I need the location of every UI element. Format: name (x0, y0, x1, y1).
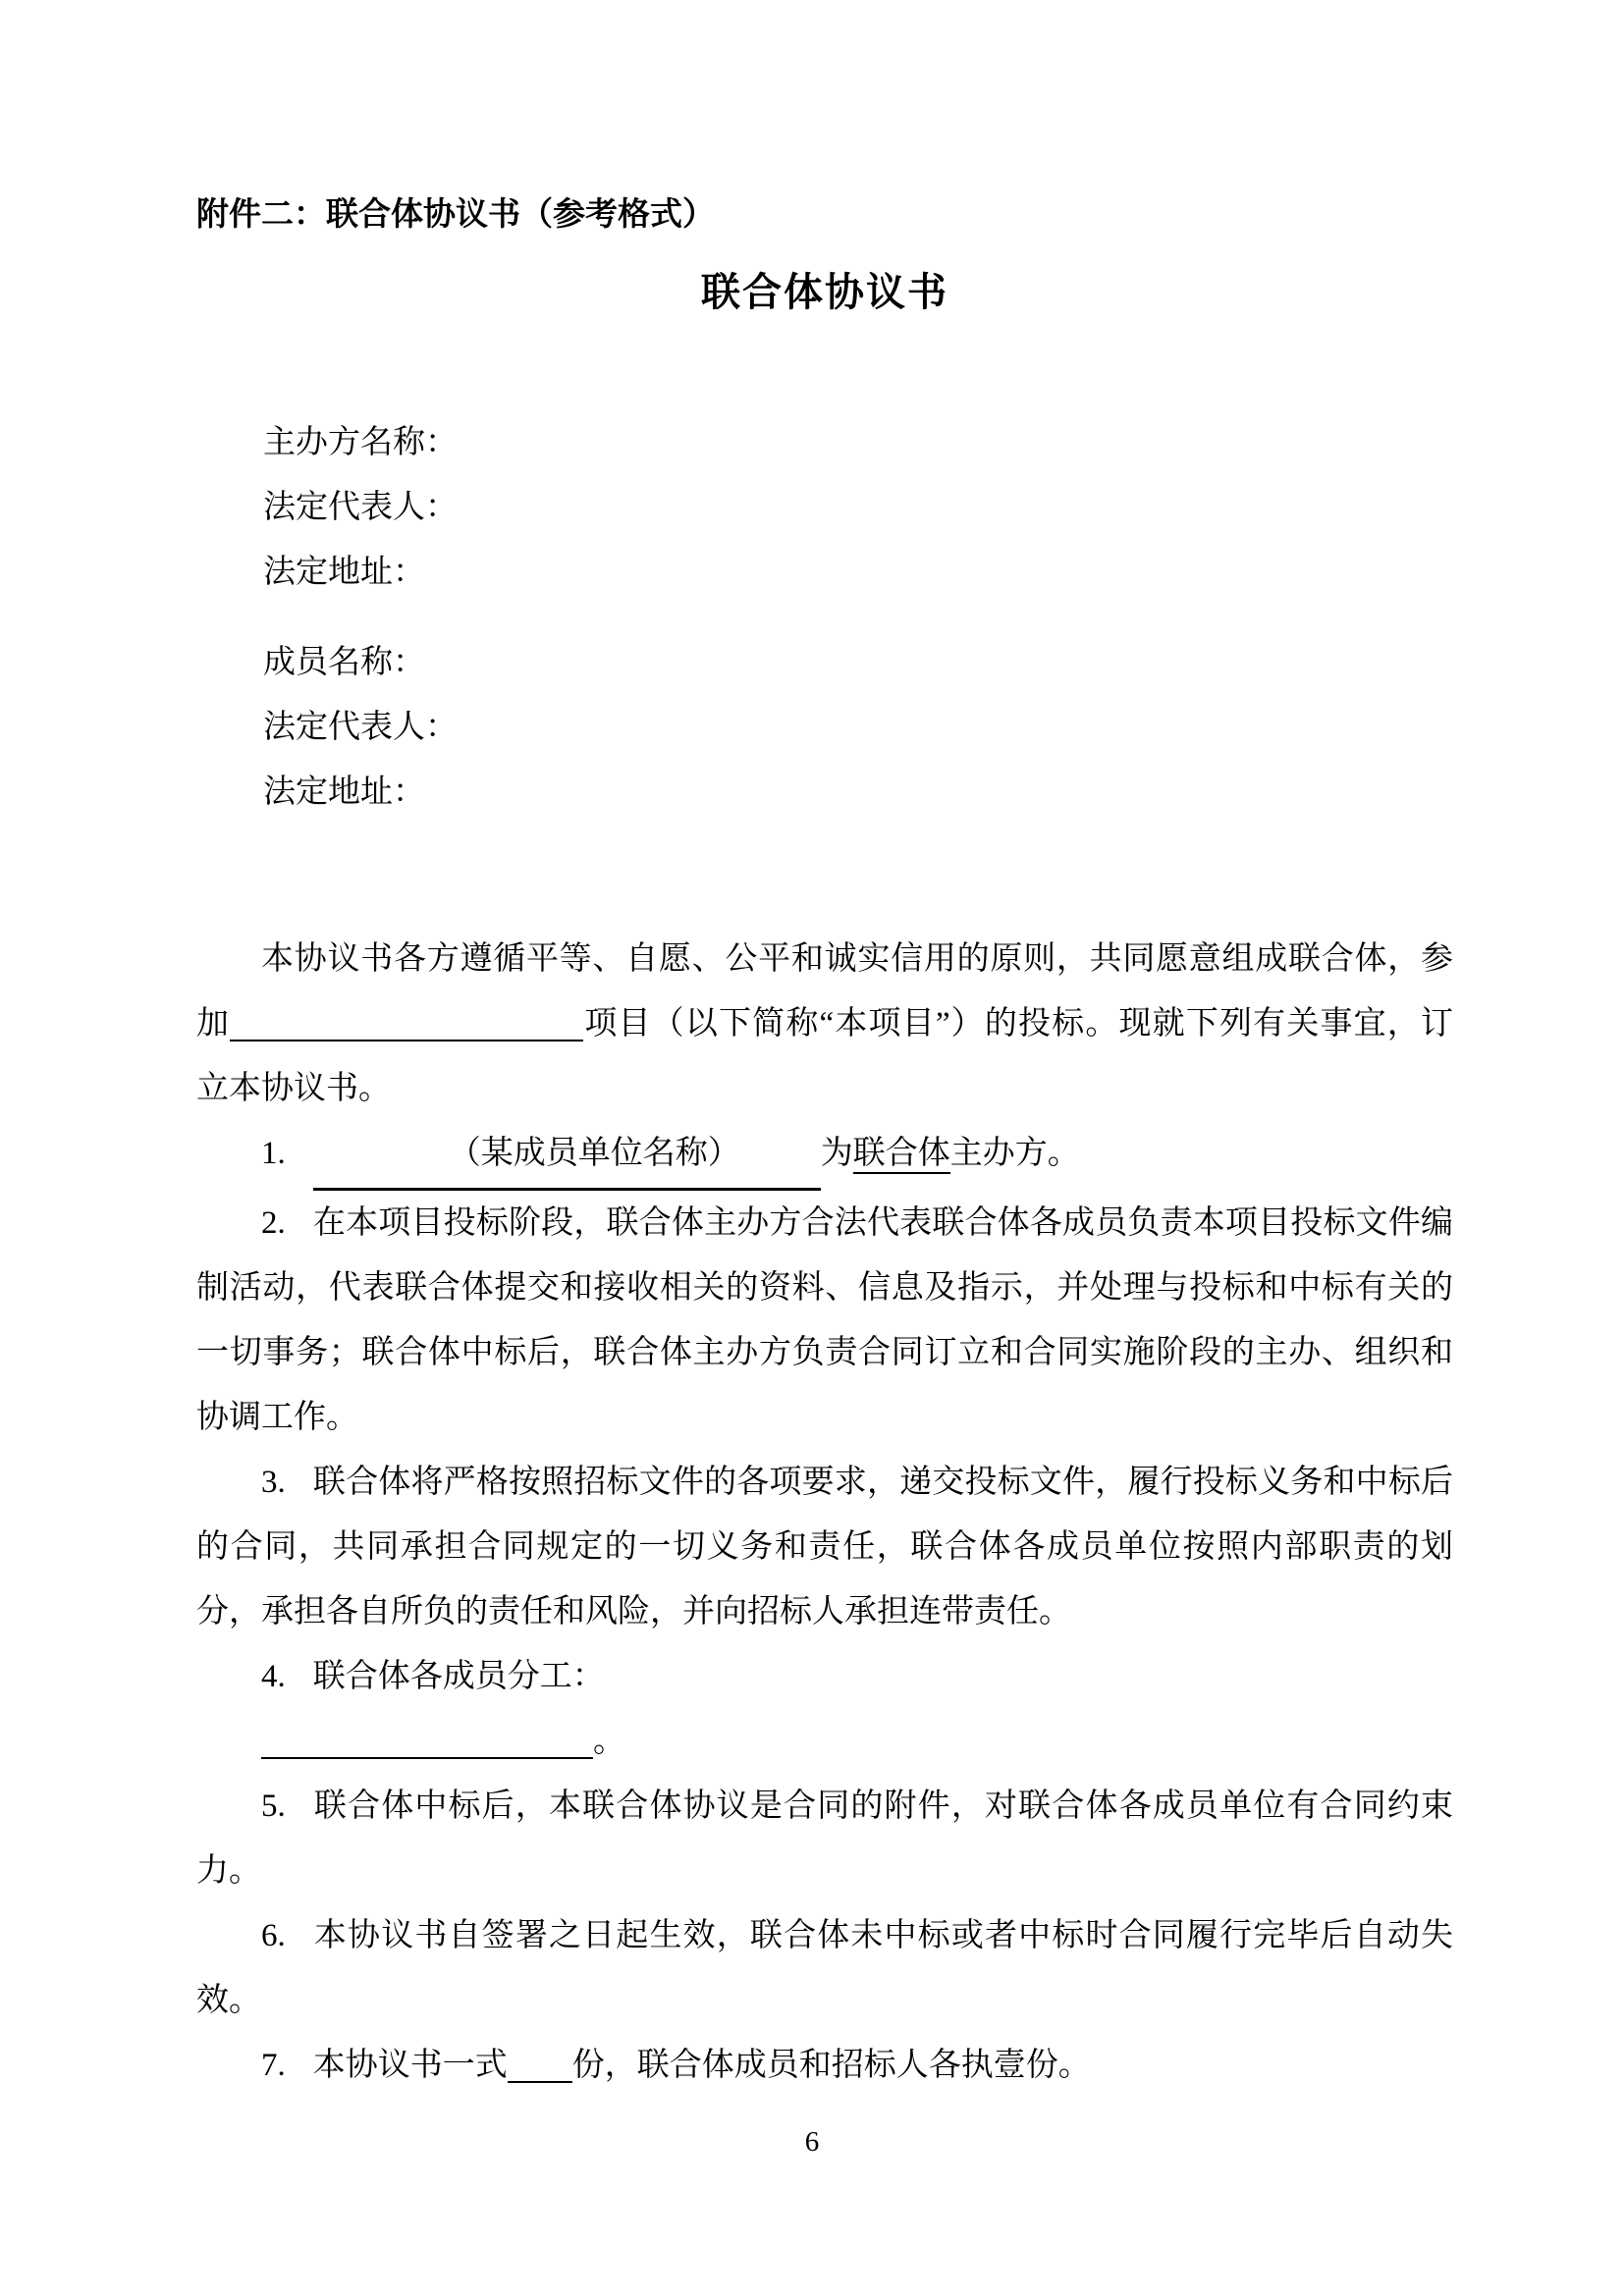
clause-2 (196, 1191, 1453, 1450)
clause-7-number: 7. (261, 2048, 286, 2083)
division-blank (261, 1757, 593, 1759)
clause-3-text: 联合体将严格按照招标文件的各项要求，递交投标文件，履行投标义务和中标后的合同，共同承担合同规定的一切义务和责任，联合体各成员单位按照内部职责的划分，承担各自所负的责任和风险，并向招标人承担连带责任。 (196, 1465, 1453, 1629)
clause-7-text-after-blank: 份，联合体成员和招标人各执壹份。 (571, 2048, 1091, 2083)
project-name-blank (230, 1040, 583, 1041)
document-content (196, 0, 1453, 2098)
clause-7-text-before-blank: 本协议书一式 (312, 2048, 508, 2083)
intro-paragraph (196, 927, 1453, 1121)
copies-count-blank (508, 2081, 572, 2083)
clause-2-number: 2. (261, 1205, 286, 1241)
clause-1-mid-text: 为 (820, 1136, 853, 1171)
host-party-fields (263, 410, 1453, 605)
member-name-label: 成员名称： (263, 645, 425, 680)
clause-4-number: 4. (261, 1659, 286, 1694)
clause-6 (196, 1903, 1453, 2033)
clause-3 (196, 1450, 1453, 1644)
division-blank-suffix: 。 (593, 1724, 625, 1759)
clause-5 (196, 1774, 1453, 1903)
member-legal-address-label: 法定地址： (263, 774, 425, 810)
page-title: 联合体协议书 (701, 270, 948, 314)
host-legal-representative-label: 法定代表人： (263, 490, 458, 525)
page-number: 6 (804, 2126, 820, 2158)
clause-1-number: 1. (261, 1136, 286, 1171)
member-legal-representative-label: 法定代表人： (263, 710, 458, 745)
clause-4 (196, 1644, 1453, 1709)
division-blank-line (196, 1709, 1453, 1774)
lead-member-blank-label: （某成员单位名称） (448, 1136, 740, 1171)
member-party-fields (263, 630, 1453, 825)
lead-member-name-blank (313, 1121, 821, 1191)
clause-4-text: 联合体各成员分工： (312, 1659, 605, 1694)
clause-6-text: 本协议书自签署之日起生效，联合体未中标或者中标时合同履行完毕后自动失效。 (196, 1918, 1453, 2018)
intro-text-before-blank: 本协议书各方遵循平等、自愿、公平和诚实信用的原则，共同愿意组成联合体，参加 (196, 941, 1453, 1041)
intro-text-after-blank: 项目（以下简称“本项目”）的投标。现就下列有关事宜，订立本协议书。 (196, 1006, 1454, 1106)
clause-6-number: 6. (261, 1918, 286, 1953)
clause-1 (196, 1121, 1453, 1191)
clause-1-underlined-text: 联合体 (853, 1136, 950, 1174)
clause-5-number: 5. (261, 1789, 286, 1824)
clause-7 (196, 2033, 1453, 2098)
attachment-heading: 附件二：联合体协议书（参考格式） (196, 197, 715, 233)
host-name-label: 主办方名称： (263, 425, 458, 460)
agreement-body (196, 927, 1453, 2098)
clause-5-text: 联合体中标后，本联合体协议是合同的附件，对联合体各成员单位有合同约束力。 (196, 1789, 1453, 1889)
clause-3-number: 3. (261, 1465, 286, 1500)
clause-2-text: 在本项目投标阶段，联合体主办方合法代表联合体各成员负责本项目投标文件编制活动，代表联合体提交和接收相关的资料、信息及指示，并处理与投标和中标有关的一切事务；联合体中标后，联合体主办方负责合同订立和合同实施阶段的主办、组织和协调工作。 (196, 1205, 1453, 1435)
clause-1-tail-text: 主办方。 (949, 1136, 1080, 1171)
host-legal-address-label: 法定地址： (263, 555, 425, 590)
